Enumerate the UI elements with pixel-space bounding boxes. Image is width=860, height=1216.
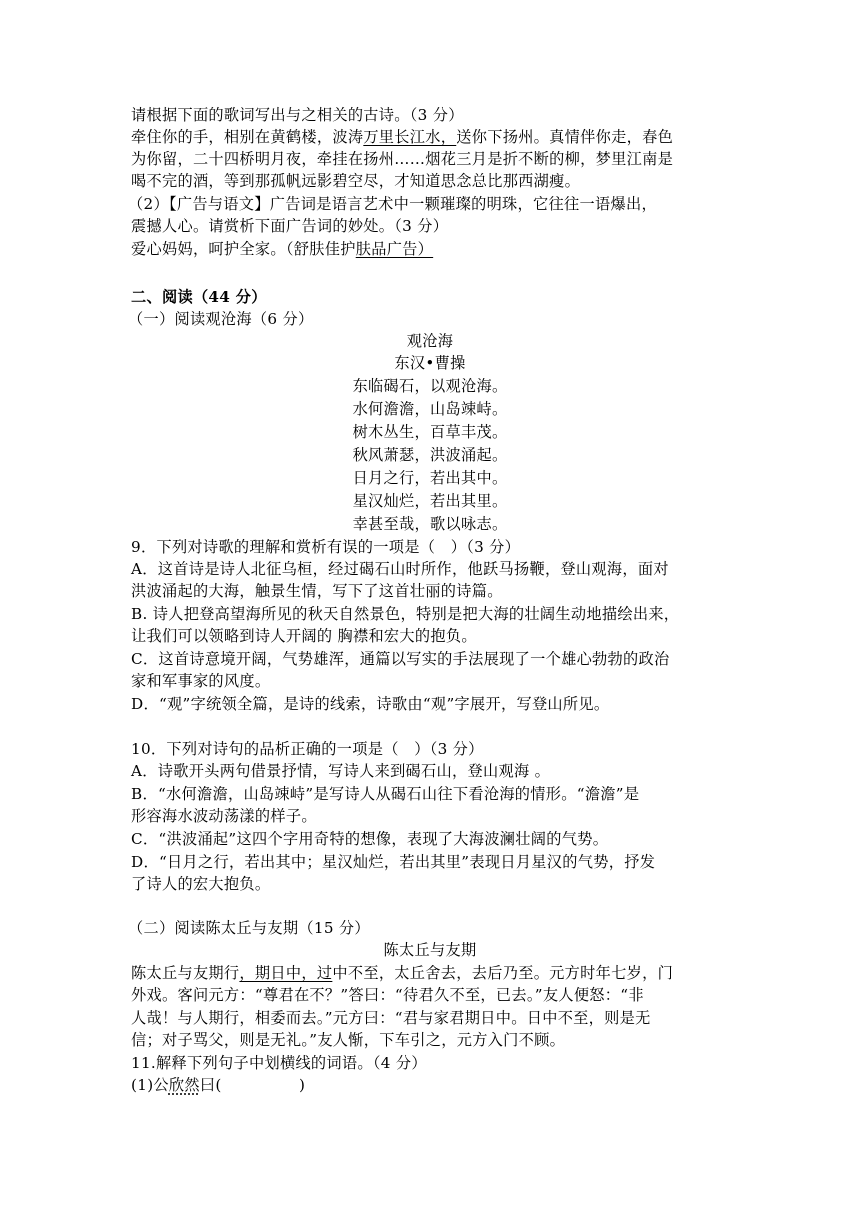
ad-question-line-2: 震撼人心。请赏析下面广告词的妙处。（3 分）	[131, 217, 449, 235]
q10-option-c: C．“洪波涌起”这四个字用奇特的想像，表现了大海波澜壮阔的气势。	[131, 830, 609, 848]
question-11-stem: 11.解释下列句子中划横线的词语。（4 分）	[131, 1054, 427, 1072]
ad-underlined: 肤品广告）	[355, 240, 434, 258]
lyric-text: 送你下扬州。真情伴你走，春色	[456, 128, 674, 146]
q9-option-c-cont: 家和军事家的风度。	[131, 672, 271, 690]
lyric-text: 牵住你的手，相别在黄鹤楼，波涛	[131, 128, 364, 146]
poem-line: 树木丛生，百草丰茂。	[352, 423, 508, 441]
section-heading: 二、阅读（44 分）	[131, 288, 267, 306]
poem-title: 观沧海	[406, 332, 454, 350]
q9-option-d: D．“观”字统领全篇，是诗的线索，诗歌由“观”字展开，写登山所见。	[131, 695, 610, 713]
q9-option-b-cont: 让我们可以领略到诗人开阔的 胸襟和宏大的抱负。	[131, 627, 477, 645]
q10-option-b: B．“水何澹澹，山岛竦峙”是写诗人从碣石山往下看沧海的情形。“澹澹”是	[131, 785, 640, 803]
subsection-title: （一）阅读观沧海（6 分）	[128, 310, 314, 328]
q9-option-a-cont: 洪波涌起的大海，触景生情，写下了这首壮丽的诗篇。	[131, 582, 503, 600]
poem-author: 东汉•曹操	[394, 354, 466, 372]
prose-title: 陈太丘与友期	[383, 941, 477, 959]
poem-line: 日月之行，若出其中。	[352, 469, 508, 487]
q9-option-c: C．这首诗意境开阔，气势雄浑，通篇以写实的手法展现了一个雄心勃勃的政治	[131, 650, 670, 668]
q10-option-d-cont: 了诗人的宏大抱负。	[131, 875, 271, 893]
underlined-phrase: 万里长江水，	[363, 128, 457, 146]
prose-line-1	[131, 962, 673, 984]
q11-item-prefix: (1)公	[131, 1076, 169, 1094]
poem-line: 秋风萧瑟，洪波涌起。	[352, 446, 508, 464]
poem-line: 东临碣石，以观沧海。	[352, 377, 508, 395]
lyric-line-1	[131, 126, 673, 148]
prose-line-4: 信；对子骂父，则是无礼。”友人惭，下车引之，元方入门不顾。	[131, 1031, 566, 1049]
q11-item-1	[131, 1074, 305, 1096]
ad-text-main: 爱心妈妈，呵护全家。（舒肤佳护	[131, 240, 356, 258]
q11-item-blank: 曰( )	[199, 1076, 306, 1094]
q9-option-b: B. 诗人把登高望海所见的秋天自然景色，特别是把大海的壮阔生动地描绘出来，	[131, 605, 680, 623]
poem-line: 星汉灿烂，若出其里。	[352, 492, 508, 510]
lyric-line-2: 为你留，二十四桥明月夜，牵挂在扬州……烟花三月是折不断的柳，梦里江南是	[131, 150, 674, 168]
prose-text: 中不至，太丘舍去，去后乃至。元方时年七岁，门	[332, 964, 674, 982]
subsection-title: （二）阅读陈太丘与友期（15 分）	[128, 919, 370, 937]
prose-line-2: 外戏。客问元方：“尊君在不？”答曰：“待君久不至，已去。”友人便怒：“非	[131, 986, 644, 1004]
dotted-word: 欣然	[168, 1076, 200, 1094]
q10-option-d: D．“日月之行，若出其中；星汉灿烂，若出其里”表现日月星汉的气势，抒发	[131, 853, 656, 871]
q9-option-a: A．这首诗是诗人北征乌桓，经过碣石山时所作，他跃马扬鞭，登山观海，面对	[131, 560, 669, 578]
q10-option-b-cont: 形容海水波动荡漾的样子。	[131, 807, 317, 825]
question-9-stem: 9．下列对诗歌的理解和赏析有误的一项是（ ）（3 分）	[131, 538, 521, 556]
poem-line: 幸甚至哉，歌以咏志。	[352, 515, 508, 533]
ad-question-line-1: （2）【广告与语文】广告词是语言艺术中一颗璀璨的明珠，它往往一语爆出，	[128, 195, 657, 213]
prose-text: 陈太丘与友期行	[131, 964, 240, 982]
question-instruction: 请根据下面的歌词写出与之相关的古诗。（3 分）	[131, 106, 464, 124]
ad-text	[131, 238, 447, 260]
poem-line: 水何澹澹，山岛竦峙。	[352, 400, 508, 418]
q10-option-a: A．诗歌开头两句借景抒情，写诗人来到碣石山，登山观海 。	[131, 762, 551, 780]
prose-line-3: 人哉！与人期行，相委而去。”元方曰：“君与家君期日中。日中不至，则是无	[131, 1009, 651, 1027]
lyric-line-3: 喝不完的酒，等到那孤帆远影碧空尽，才知道思念总比那西湖瘦。	[131, 172, 581, 190]
question-10-stem: 10．下列对诗句的品析正确的一项是（ ）（3 分）	[131, 740, 484, 758]
underlined-phrase: ，期日中，过	[239, 964, 333, 982]
